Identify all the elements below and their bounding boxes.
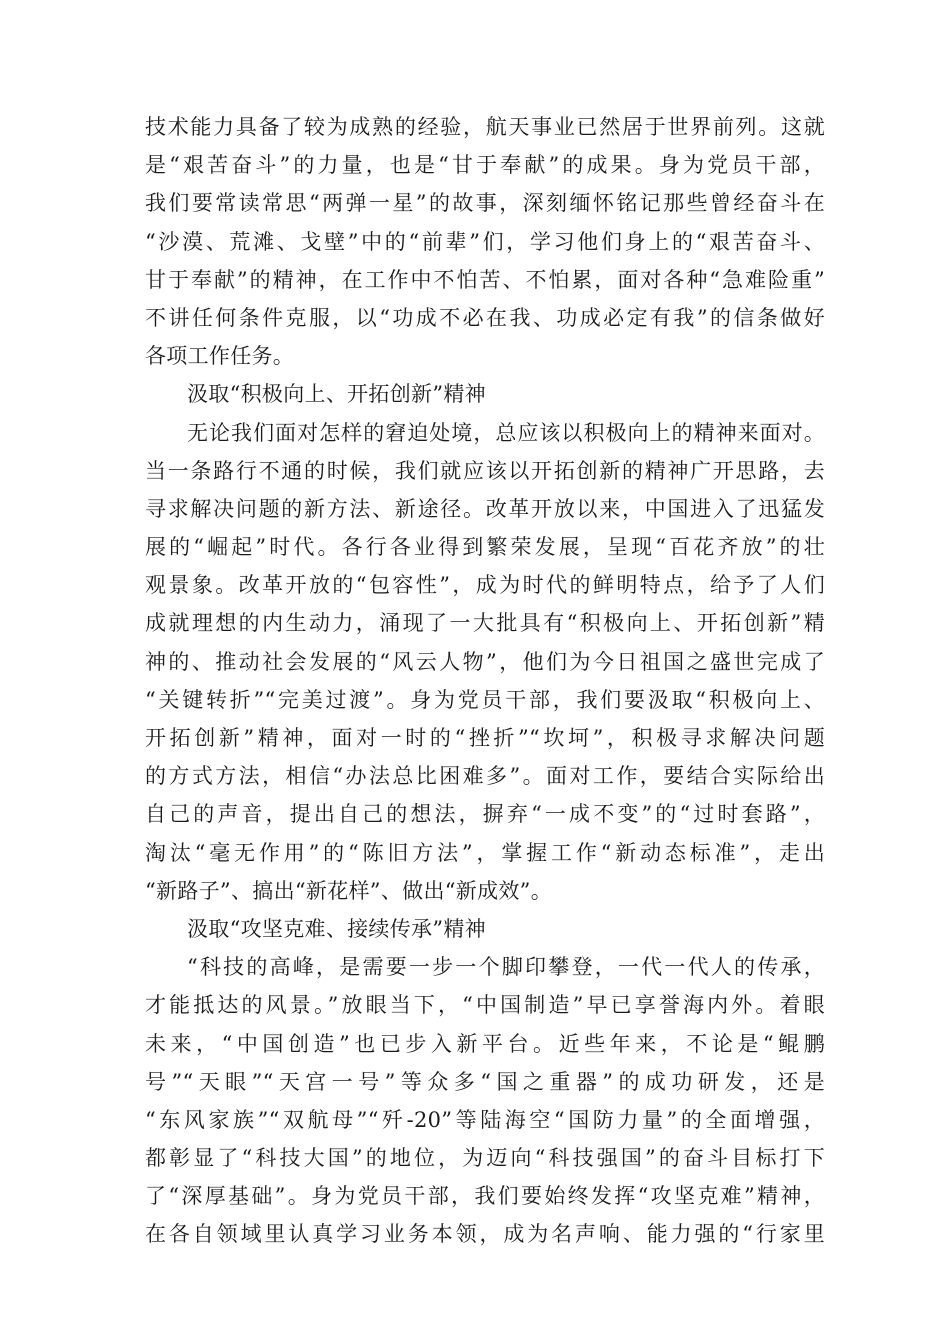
section-heading: 汲取“攻坚克难、接续传承”精神 — [187, 916, 486, 941]
document-body — [145, 108, 825, 1254]
text-line: 神的、推动社会发展的“风云人物”，他们为今日祖国之盛世完成了 — [145, 649, 825, 674]
text-line: “科技的高峰，是需要一步一个脚印攀登，一代一代人的传承， — [187, 955, 825, 980]
text-line: 甘于奉献”的精神，在工作中不怕苦、不怕累，面对各种“急难险重” — [145, 267, 825, 292]
text-line: 我们要常读常思“两弹一星”的故事，深刻缅怀铭记那些曾经奋斗在 — [145, 191, 825, 216]
text-line: “东风家族”“双航母”“歼-20”等陆海空“国防力量”的全面增强， — [145, 1107, 825, 1132]
text-line: “沙漠、荒滩、戈壁”中的“前辈”们，学习他们身上的“艰苦奋斗、 — [145, 229, 825, 254]
text-line: 寻求解决问题的新方法、新途径。改革开放以来，中国进入了迅猛发 — [145, 496, 825, 521]
text-line: 的方式方法，相信“办法总比困难多”。面对工作，要结合实际给出 — [145, 764, 825, 789]
text-line: 才能抵达的风景。”放眼当下，“中国制造”早已享誉海内外。着眼 — [145, 993, 825, 1018]
text-line: 展的“崛起”时代。各行各业得到繁荣发展，呈现“百花齐放”的壮 — [145, 535, 825, 560]
text-line: 号”“天眼”“天宫一号”等众多“国之重器”的成功研发，还是 — [145, 1069, 825, 1094]
text-line: 不讲任何条件克服，以“功成不必在我、功成必定有我”的信条做好 — [145, 305, 825, 330]
text-line: “新路子”、搞出“新花样”、做出“新成效”。 — [145, 878, 553, 903]
text-line: 了“深厚基础”。身为党员干部，我们要始终发挥“攻坚克难”精神， — [145, 1184, 825, 1209]
text-line: 在各自领域里认真学习业务本领，成为名声响、能力强的“行家里 — [145, 1222, 825, 1247]
text-line: 各项工作任务。 — [145, 344, 295, 369]
text-line: 未来，“中国创造”也已步入新平台。近些年来，不论是“鲲鹏 — [145, 1031, 825, 1056]
text-line: “关键转折”“完美过渡”。身为党员干部，我们要汲取“积极向上、 — [145, 687, 825, 712]
section-heading: 汲取“积极向上、开拓创新”精神 — [187, 382, 486, 407]
text-line: 技术能力具备了较为成熟的经验，航天事业已然居于世界前列。这就 — [145, 115, 825, 139]
text-line: 都彰显了“科技大国”的地位，为迈向“科技强国”的奋斗目标打下 — [145, 1146, 825, 1171]
text-line: 无论我们面对怎样的窘迫处境，总应该以积极向上的精神来面对。 — [187, 420, 825, 445]
text-line: 成就理想的内生动力，涌现了一大批具有“积极向上、开拓创新”精 — [145, 611, 825, 636]
text-line: 是“艰苦奋斗”的力量，也是“甘于奉献”的成果。身为党员干部， — [145, 153, 825, 178]
text-line: 自己的声音，提出自己的想法，摒弃“一成不变”的“过时套路”， — [145, 802, 825, 827]
text-line: 当一条路行不通的时候，我们就应该以开拓创新的精神广开思路，去 — [145, 458, 825, 483]
text-line: 开拓创新”精神，面对一时的“挫折”“坎坷”，积极寻求解决问题 — [145, 726, 825, 750]
text-line: 淘汰“毫无作用”的“陈旧方法”，掌握工作“新动态标准”，走出 — [145, 840, 825, 865]
text-line: 观景象。改革开放的“包容性”，成为时代的鲜明特点，给予了人们 — [145, 573, 825, 598]
